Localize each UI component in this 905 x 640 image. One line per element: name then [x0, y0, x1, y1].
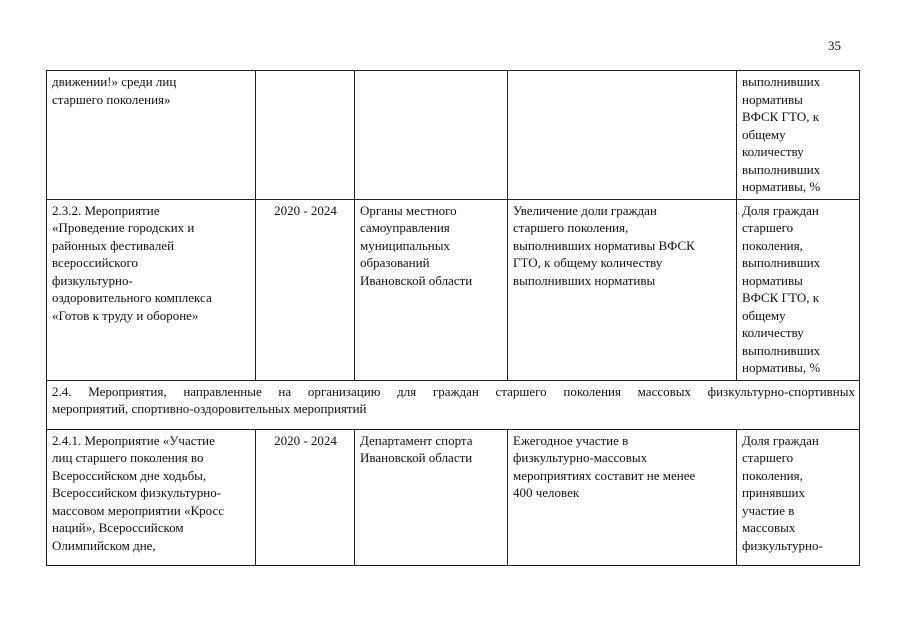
event-cell: движении!» среди лиц старшего поколения»: [47, 71, 256, 200]
period-cell: 2020 - 2024: [256, 429, 355, 565]
indicator-cell: Доля граждан старшего поколения, принявших участие в массовых физкультурно-: [737, 429, 860, 565]
indicator-cell: выполнивших нормативы ВФСК ГТО, к общему количеству выполнивших нормативы, %: [737, 71, 860, 200]
period-cell: 2020 - 2024: [256, 199, 355, 380]
result-cell: Ежегодное участие в физкультурно-массовых мероприятиях составит не менее 400 человек: [508, 429, 737, 565]
result-cell: Увеличение доли граждан старшего поколения, выполнивших нормативы ВФСК ГТО, к общему количеству выполнивших нормативы: [508, 199, 737, 380]
result-cell: [508, 71, 737, 200]
page-number: 35: [828, 38, 841, 53]
table-row: [47, 429, 860, 565]
executor-cell: Департамент спорта Ивановской области: [355, 429, 508, 565]
table-row: [47, 199, 860, 380]
period-cell: [256, 71, 355, 200]
section-header-row: [47, 380, 860, 429]
section-header: [47, 380, 860, 429]
indicator-cell: Доля граждан старшего поколения, выполнивших нормативы ВФСК ГТО, к общему количеству выполнивших нормативы, %: [737, 199, 860, 380]
executor-cell: [355, 71, 508, 200]
section-header-line-1: 2.4. Мероприятия, направленные на организацию для граждан старшего поколения массовых физкультурно-спортивных: [52, 383, 855, 399]
section-header-line-2: мероприятий, спортивно-оздоровительных мероприятий: [52, 401, 367, 416]
executor-cell: Органы местного самоуправления муниципальных образований Ивановской области: [355, 199, 508, 380]
event-cell: 2.3.2. Мероприятие «Проведение городских и районных фестивалей всероссийского физкультурно- оздоровительного комплекса «Готов к труду и обороне»: [47, 199, 256, 380]
measures-table: [46, 70, 860, 566]
event-cell: 2.4.1. Мероприятие «Участие лиц старшего поколения во Всероссийском дне ходьбы, Всероссийском физкультурно- массовом мероприятии «Кросс наций», Всероссийском Олимпийском дне,: [47, 429, 256, 565]
table-row: [47, 71, 860, 200]
